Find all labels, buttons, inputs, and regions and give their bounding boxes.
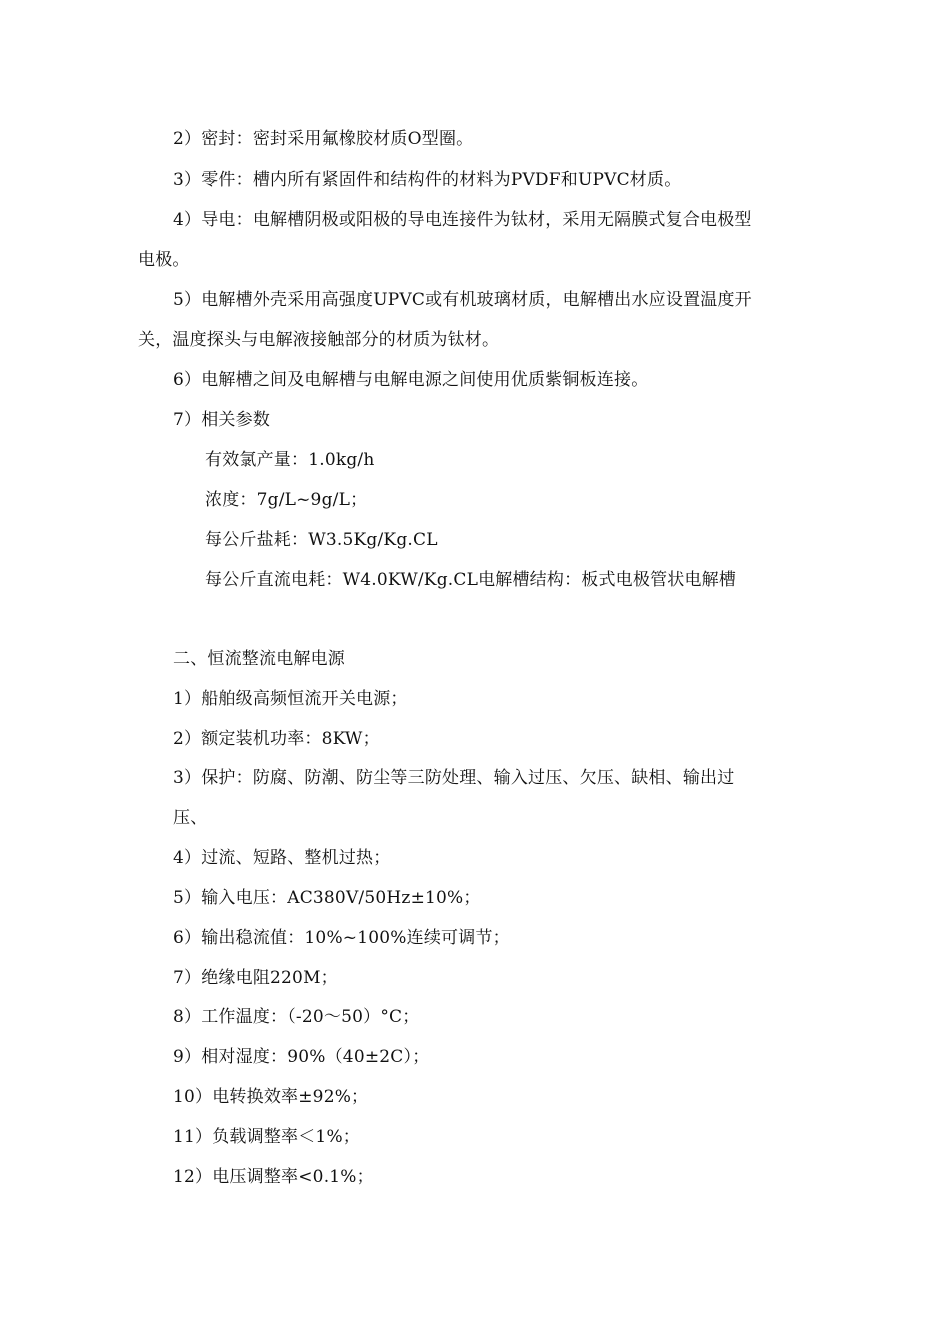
power-item-3-cont: 压、	[173, 808, 208, 828]
power-item-4: 4）过流、短路、整机过热；	[173, 848, 391, 868]
power-item-1: 1）船舶级高频恒流开关电源；	[173, 689, 408, 709]
seal-item: 2）密封：密封采用氟橡胶材质O型圈。	[173, 129, 474, 149]
param-salt-consumption: 每公斤盐耗：W3.5Kg/Kg.CL	[205, 530, 438, 550]
housing-item: 5）电解槽外壳采用高强度UPVC或有机玻璃材质，电解槽出水应设置温度开	[173, 290, 752, 310]
power-item-5: 5）输入电压：AC380V/50Hz±10%；	[173, 888, 481, 908]
power-item-6: 6）输出稳流值：10%~100%连续可调节；	[173, 928, 510, 948]
param-chlorine-output: 有效氯产量：1.0kg/h	[205, 450, 375, 470]
param-concentration: 浓度：7g/L~9g/L；	[205, 490, 368, 510]
power-item-12: 12）电压调整率<0.1%；	[173, 1167, 374, 1187]
power-item-8: 8）工作温度：（-20～50）°C；	[173, 1007, 420, 1027]
housing-item-cont: 关，温度探头与电解液接触部分的材质为钛材。	[138, 330, 500, 350]
power-item-2: 2）额定装机功率：8KW；	[173, 729, 380, 749]
connection-item: 6）电解槽之间及电解槽与电解电源之间使用优质紫铜板连接。	[173, 370, 649, 390]
conduction-item: 4）导电：电解槽阴极或阳极的导电连接件为钛材，采用无隔膜式复合电极型	[173, 210, 752, 230]
conduction-item-cont: 电极。	[138, 250, 190, 270]
param-dc-consumption: 每公斤直流电耗：W4.0KW/Kg.CL电解槽结构：板式电极管状电解槽	[205, 570, 737, 590]
power-item-3: 3）保护：防腐、防潮、防尘等三防处理、输入过压、欠压、缺相、输出过	[173, 768, 735, 788]
power-item-7: 7）绝缘电阻220M；	[173, 968, 338, 988]
section2-heading: 二、恒流整流电解电源	[173, 649, 345, 669]
power-item-10: 10）电转换效率±92%；	[173, 1087, 369, 1107]
parts-item: 3）零件：槽内所有紧固件和结构件的材料为PVDF和UPVC材质。	[173, 170, 682, 190]
power-item-11: 11）负载调整率＜1%；	[173, 1127, 361, 1147]
params-heading: 7）相关参数	[173, 410, 271, 430]
power-item-9: 9）相对湿度：90%（40±2C）；	[173, 1047, 430, 1067]
